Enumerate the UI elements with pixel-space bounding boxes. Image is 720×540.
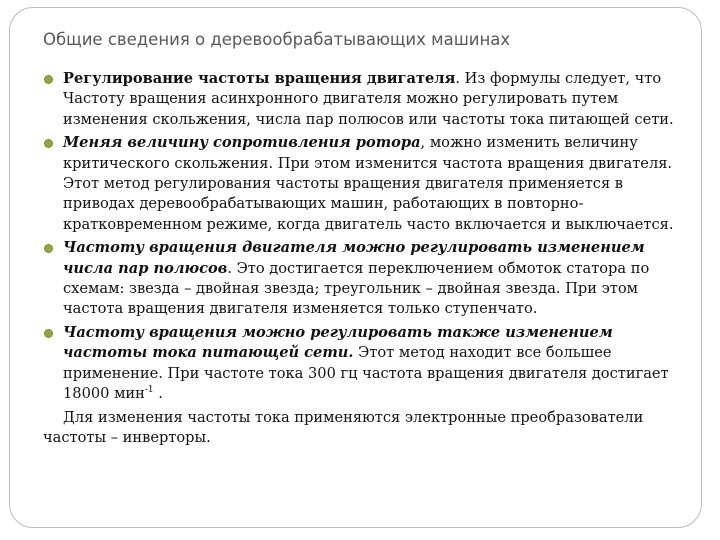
bullet-item-4 bbox=[43, 323, 691, 405]
bullet-item-3 bbox=[43, 238, 691, 320]
bullet-icon bbox=[44, 244, 53, 253]
bullet-lead: Регулирование частоты вращения двигателя bbox=[63, 70, 456, 87]
bullet-text: , можно изменить величину критического скольжения. При этом изменится частота вращения двигателя. Этот метод регулирования частоты вращения двигателя применяется в приводах деревообрабатывающих машин, работающих в повторно-кратковременном режиме, когда двигатель часто включается и выключается. bbox=[63, 134, 674, 233]
slide-title: Общие сведения о деревообрабатывающих машинах bbox=[43, 30, 511, 49]
bullet-icon bbox=[44, 75, 53, 84]
bullet-item-1 bbox=[43, 69, 691, 130]
bullet-lead: Частоту вращения можно регулировать также изменением частоты тока питающей сети. bbox=[63, 323, 613, 362]
bullet-text: Этот метод находит все большее применение. При частоте тока 300 гц частота вращения двигателя достигает 18000 мин bbox=[63, 344, 669, 403]
bullet-superscript: -1 bbox=[144, 385, 154, 396]
bullet-icon bbox=[44, 329, 53, 338]
bullet-text: . Это достигается переключением обмоток статора по схемам: звезда – двойная звезда; треугольник – двойная звезда. При этом частота вращения двигателя изменяется только ступенчато. bbox=[63, 259, 650, 318]
bullet-lead: Меняя величину сопротивления ротора bbox=[63, 134, 421, 152]
closing-text: Для изменения частоты тока применяются электронные преобразователи частоты – инверторы. bbox=[43, 408, 644, 446]
bullet-icon bbox=[44, 139, 53, 148]
bullet-lead: Частоту вращения двигателя можно регулировать изменением числа пар полюсов bbox=[63, 239, 645, 277]
bullet-item-2 bbox=[43, 133, 691, 235]
bullet-tail: . bbox=[153, 385, 163, 403]
slide-content bbox=[43, 69, 691, 451]
bullet-text: . Из формулы следует, что Частоту вращения асинхронного двигателя можно регулировать путем изменения скольжения, числа пар полюсов или частоты тока питающей сети. bbox=[63, 70, 674, 128]
closing-paragraph bbox=[43, 408, 691, 449]
